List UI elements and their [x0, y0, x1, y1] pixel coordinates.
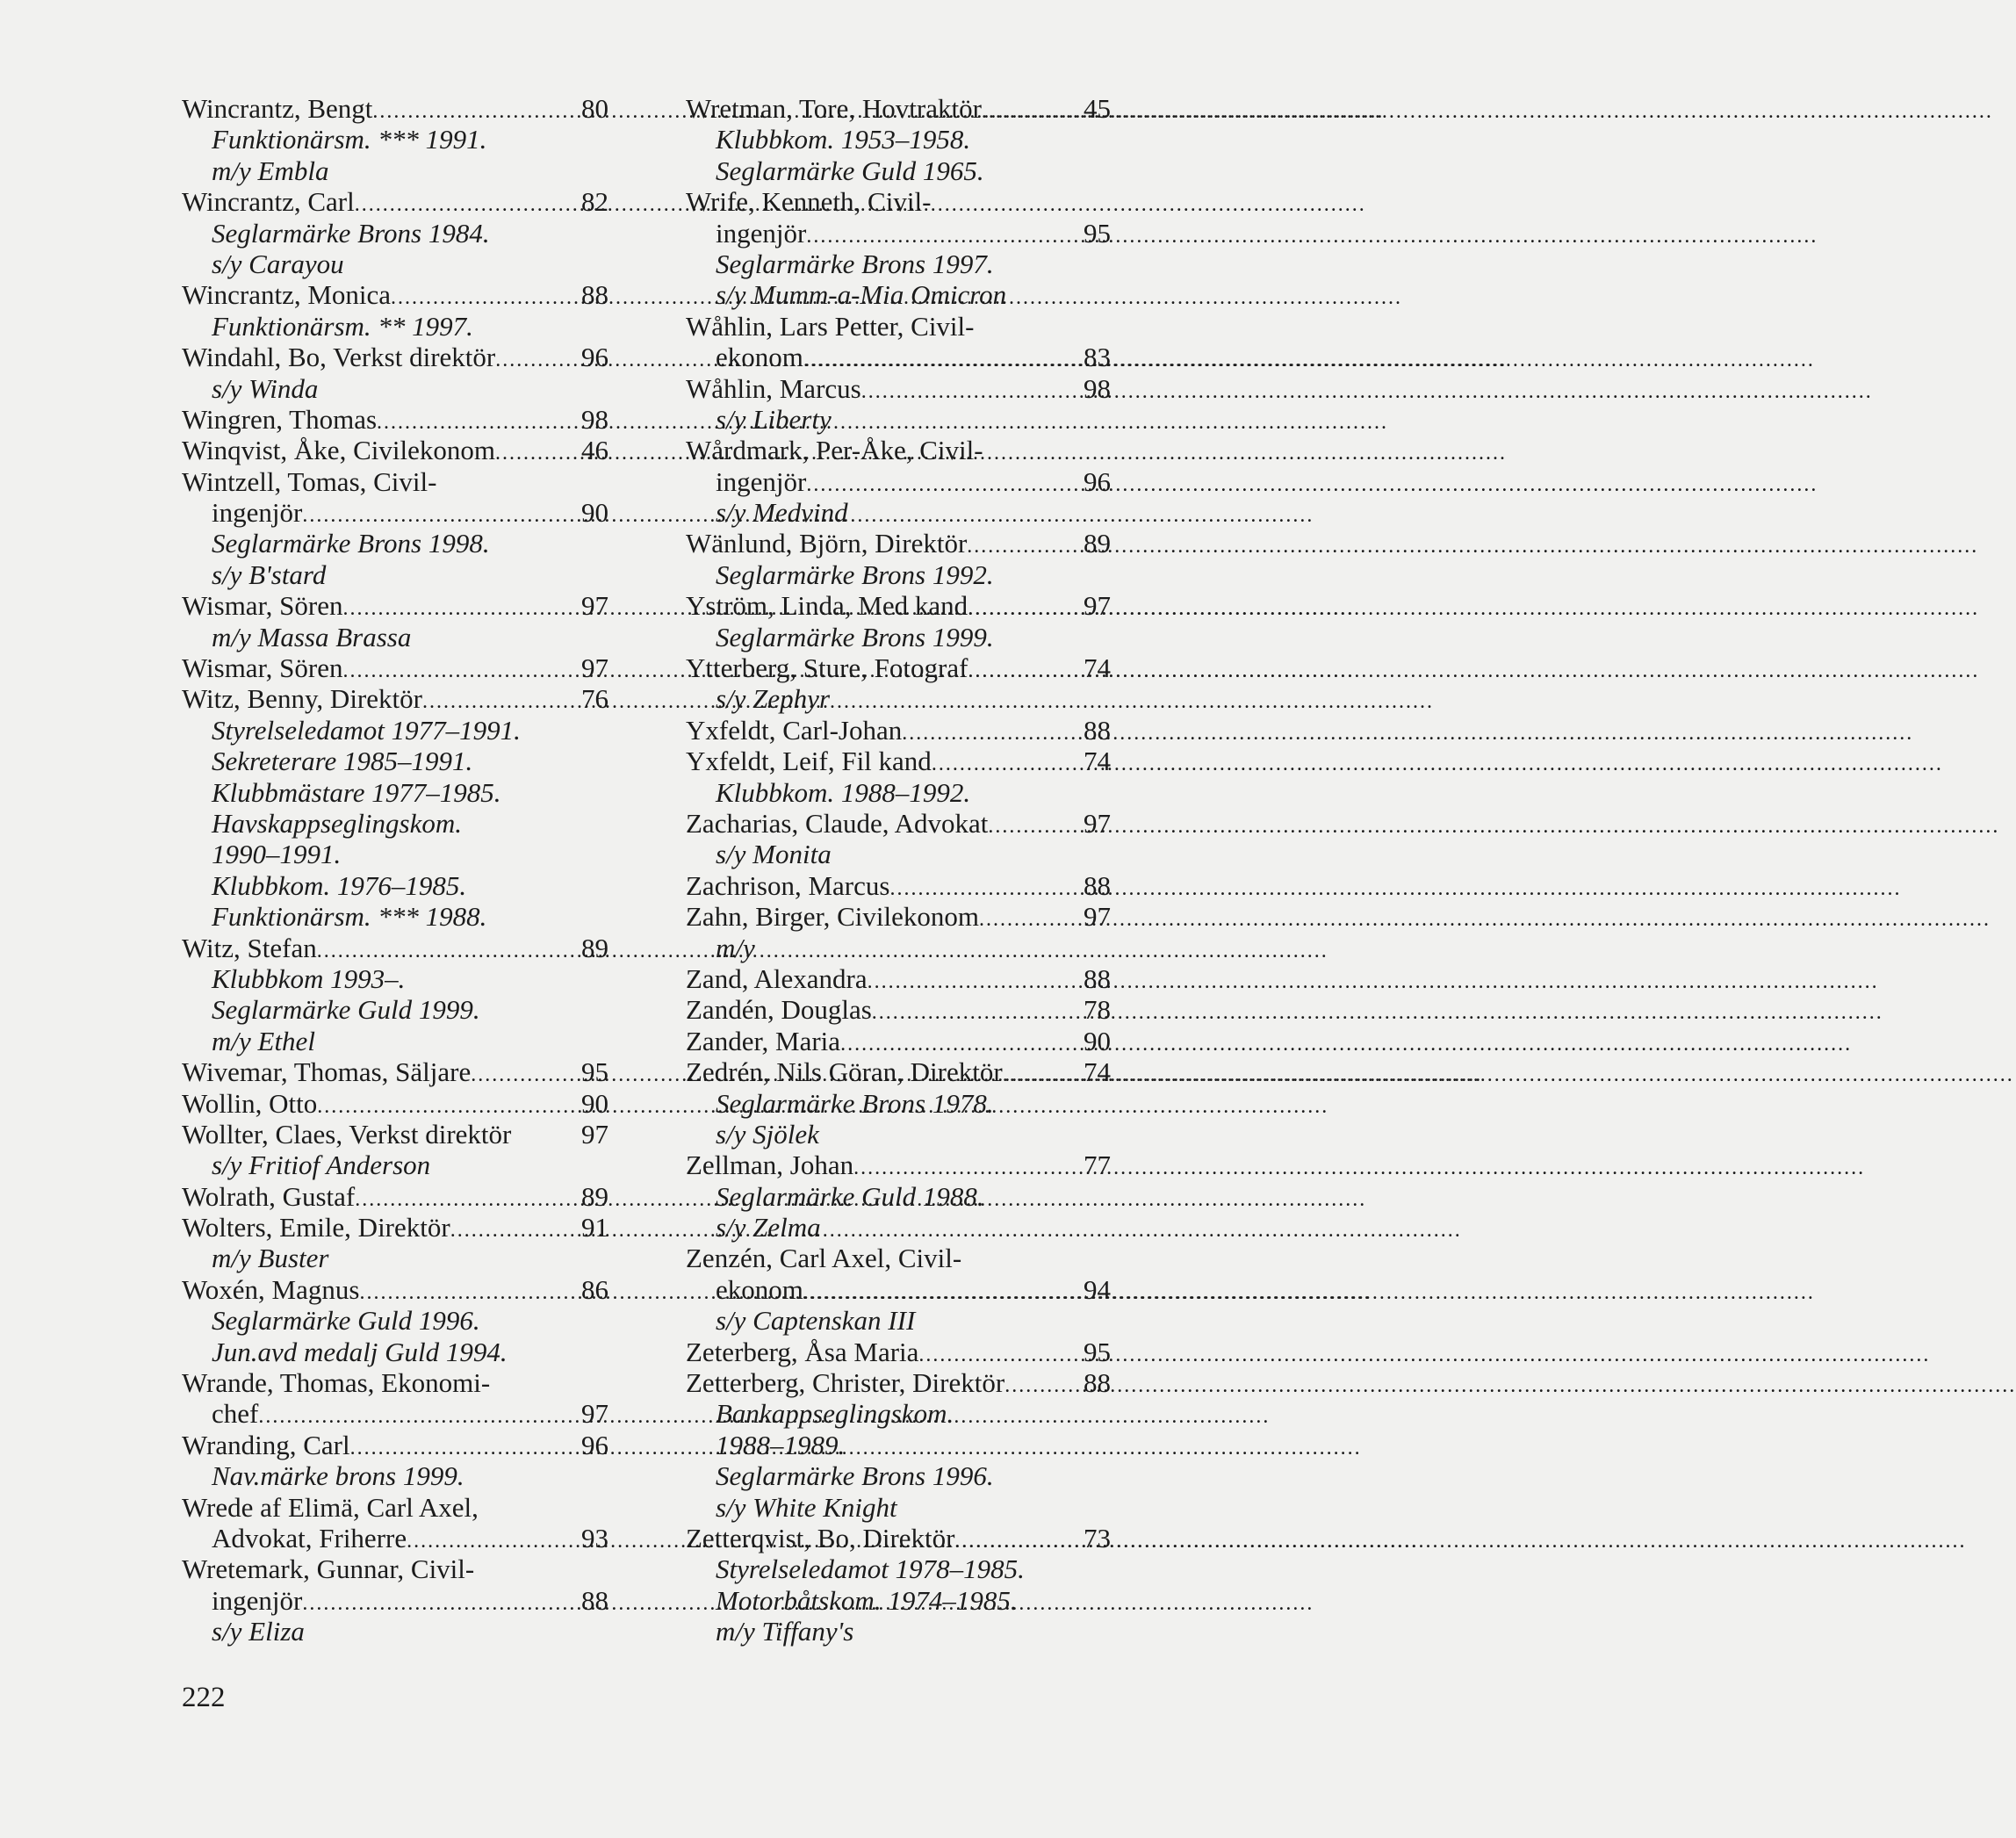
entry-name: Zander, Maria — [686, 1025, 841, 1056]
entry-note: s/y B'stard — [212, 559, 327, 590]
dot-leader — [317, 936, 558, 967]
entry-note: s/y Fritiof Anderson — [212, 1150, 431, 1181]
entry-name: chef — [212, 1398, 259, 1430]
dot-leader — [806, 470, 1060, 501]
dot-leader — [450, 1215, 558, 1246]
dot-leader — [955, 1526, 1061, 1557]
index-entry — [686, 1150, 1111, 1180]
entry-note: m/y Buster — [212, 1243, 329, 1274]
entry-name: Woxén, Magnus — [182, 1273, 360, 1305]
dot-leader — [968, 594, 1060, 624]
entry-note: m/y Embla — [212, 155, 329, 186]
index-entry — [686, 1026, 1111, 1056]
entry-name: Witz, Benny, Direktör — [182, 683, 422, 715]
dot-leader — [932, 749, 1060, 780]
entry-page-ref: 97 — [581, 652, 608, 684]
index-entry-start: Wåhlin, Lars Petter, Civil- — [686, 310, 975, 342]
index-entry-start: Wårdmark, Per-Åke, Civil- — [686, 435, 983, 466]
index-entry — [686, 1274, 1111, 1305]
entry-page-ref: 98 — [1084, 372, 1111, 404]
entry-name: Windahl, Bo, Verkst direktör — [182, 342, 496, 373]
entry-name: Yxfeldt, Leif, Fil kand — [686, 746, 932, 777]
dot-leader — [407, 1526, 558, 1557]
entry-note: 1990–1991. — [212, 839, 342, 870]
index-entry — [686, 1367, 1111, 1398]
dot-leader — [1003, 1060, 1060, 1091]
index-entry — [182, 435, 608, 465]
entry-note: Havskappseglingskom. — [212, 807, 462, 839]
index-entry — [686, 218, 1111, 249]
index-entry — [182, 186, 608, 217]
index-entry — [686, 715, 1111, 746]
dot-leader — [853, 1153, 1060, 1184]
index-entry — [686, 1056, 1111, 1087]
entry-note: Seglarmärke Guld 1996. — [212, 1305, 480, 1337]
entry-name: Wolters, Emile, Direktör — [182, 1212, 450, 1243]
index-entry — [182, 342, 608, 372]
dot-leader — [372, 97, 558, 127]
entry-note: Jun.avd medalj Guld 1994. — [212, 1336, 508, 1367]
entry-note: m/y Ethel — [212, 1025, 315, 1056]
entry-note: s/y Captenskan III — [716, 1305, 916, 1337]
entry-page-ref: 82 — [581, 186, 608, 218]
entry-note: s/y Zephyr — [716, 683, 831, 715]
entry-page-ref: 89 — [581, 1180, 608, 1212]
entry-name: Wincrantz, Bengt — [182, 93, 373, 124]
entry-name: ingenjör — [212, 1584, 303, 1616]
index-entry — [686, 342, 1111, 372]
entry-name: ingenjör — [212, 497, 303, 529]
dot-leader — [495, 345, 558, 376]
index-entry — [686, 746, 1111, 776]
entry-page-ref: 89 — [581, 932, 608, 963]
entry-page-ref: 74 — [1084, 1056, 1111, 1088]
entry-page-ref: 94 — [1084, 1273, 1111, 1305]
dot-leader — [342, 656, 558, 687]
index-entry — [182, 1056, 608, 1087]
entry-name: Zeterberg, Åsa Maria — [686, 1336, 919, 1367]
index-entry — [182, 1585, 608, 1616]
entry-name: Wincrantz, Monica — [182, 279, 392, 311]
entry-note: Seglarmärke Brons 1984. — [212, 217, 490, 249]
dot-leader — [968, 656, 1060, 687]
dot-leader — [902, 718, 1060, 749]
entry-note: Seglarmärke Brons 1998. — [212, 528, 490, 559]
index-entry — [182, 279, 608, 310]
entry-note: s/y Carayou — [212, 248, 344, 279]
entry-note: 1988–1989. — [716, 1429, 846, 1460]
entry-page-ref: 88 — [1084, 962, 1111, 994]
entry-page-ref: 88 — [1084, 1367, 1111, 1399]
dot-leader — [359, 1278, 558, 1308]
dot-leader — [355, 1185, 558, 1215]
index-entry-start: Zenzén, Carl Axel, Civil- — [686, 1243, 962, 1274]
entry-name: Wismar, Sören — [182, 652, 343, 684]
dot-leader — [471, 1060, 558, 1091]
entry-page-ref: 46 — [581, 435, 608, 466]
entry-name: Wretman, Tore, Hovtraktör — [686, 93, 982, 124]
entry-name: Zahn, Birger, Civilekonom — [686, 901, 979, 933]
entry-page-ref: 90 — [581, 497, 608, 529]
entry-name: Winqvist, Åke, Civilekonom — [182, 435, 495, 466]
index-entry — [182, 1088, 608, 1119]
index-entry — [182, 1523, 608, 1553]
entry-note: Seglarmärke Brons 1992. — [716, 559, 994, 590]
entry-note: Klubbkom. 1976–1985. — [212, 869, 467, 901]
index-entry — [182, 1181, 608, 1212]
index-entry — [182, 1398, 608, 1429]
entry-page-ref: 96 — [1084, 465, 1111, 497]
dot-leader — [918, 1340, 1060, 1371]
entry-note: m/y Tiffany's — [716, 1616, 854, 1647]
entry-note: Funktionärsm. *** 1991. — [212, 124, 487, 155]
entry-page-ref: 89 — [1084, 528, 1111, 559]
entry-page-ref: 88 — [1084, 869, 1111, 901]
entry-note: Seglarmärke Guld 1999. — [212, 994, 480, 1026]
dot-leader — [342, 594, 558, 624]
entry-note: s/y Monita — [716, 839, 832, 870]
entry-name: Zetterqvist, Bo, Direktör — [686, 1522, 955, 1553]
entry-page-ref: 97 — [1084, 807, 1111, 839]
entry-name: Wivemar, Thomas, Säljare — [182, 1056, 472, 1088]
entry-note: s/y Medvind — [716, 497, 848, 529]
entry-note: Seglarmärke Guld 1965. — [716, 155, 984, 186]
index-entry — [182, 1430, 608, 1460]
entry-page-ref: 74 — [1084, 746, 1111, 777]
entry-note: s/y Mumm-a-Mia Omicron — [716, 279, 1007, 311]
entry-name: Wolrath, Gustaf — [182, 1180, 356, 1212]
entry-note: Seglarmärke Brons 1999. — [716, 621, 994, 652]
dot-leader — [422, 687, 558, 717]
entry-name: Zellman, Johan — [686, 1150, 854, 1181]
entry-name: Wänlund, Björn, Direktör — [686, 528, 968, 559]
dot-leader — [350, 1433, 558, 1464]
index-entry — [686, 652, 1111, 683]
entry-name: ingenjör — [716, 465, 807, 497]
entry-page-ref: 97 — [581, 1118, 608, 1150]
entry-page-ref: 97 — [1084, 590, 1111, 622]
entry-name: Wollin, Otto — [182, 1087, 318, 1119]
entry-note: Klubbkom 1993–. — [212, 962, 406, 994]
index-entry-start: Wintzell, Tomas, Civil- — [182, 465, 437, 497]
dot-leader — [302, 1589, 558, 1619]
entry-name: Wollter, Claes, Verkst direktör — [182, 1118, 512, 1150]
entry-page-ref: 73 — [1084, 1522, 1111, 1553]
entry-page-ref: 93 — [581, 1522, 608, 1553]
entry-name: Zacharias, Claude, Advokat — [686, 807, 989, 839]
index-entry — [686, 870, 1111, 901]
entry-name: Ytterberg, Sture, Fotograf — [686, 652, 968, 684]
entry-note: s/y Zelma — [716, 1212, 821, 1243]
entry-note: Sekreterare 1985–1991. — [212, 746, 473, 777]
entry-page-ref: 95 — [1084, 217, 1111, 249]
entry-page-ref: 45 — [1084, 93, 1111, 124]
entry-page-ref: 91 — [581, 1212, 608, 1243]
index-entry — [182, 590, 608, 621]
entry-note: m/y — [716, 932, 755, 963]
left-index-column — [182, 93, 608, 1647]
dot-leader — [868, 967, 1060, 998]
index-entry — [182, 1274, 608, 1305]
index-entry-start: Wretemark, Gunnar, Civil- — [182, 1553, 475, 1585]
entry-note: s/y Sjölek — [716, 1118, 819, 1150]
dot-leader — [806, 221, 1060, 252]
entry-page-ref: 88 — [581, 279, 608, 311]
dot-leader — [258, 1402, 558, 1432]
entry-page-ref: 97 — [1084, 901, 1111, 933]
entry-name: Zand, Alexandra — [686, 962, 868, 994]
dot-leader — [495, 438, 558, 469]
entry-name: ingenjör — [716, 217, 807, 249]
entry-page-ref: 98 — [581, 403, 608, 435]
entry-name: Advokat, Friherre — [212, 1522, 407, 1553]
dot-leader — [317, 1092, 558, 1122]
index-entry — [686, 808, 1111, 839]
entry-note: Klubbmästare 1977–1985. — [212, 776, 501, 808]
entry-note: Seglarmärke Guld 1988. — [716, 1180, 984, 1212]
index-entry-start: Wrife, Kenneth, Civil- — [686, 186, 932, 218]
entry-note: Motorbåtskom. 1974–1985. — [716, 1584, 1018, 1616]
index-entry — [686, 1523, 1111, 1553]
entry-name: Wranding, Carl — [182, 1429, 350, 1460]
index-entry — [686, 1337, 1111, 1367]
entry-note: Funktionärsm. *** 1988. — [212, 901, 487, 933]
entry-note: Seglarmärke Brons 1996. — [716, 1460, 994, 1492]
entry-page-ref: 88 — [581, 1584, 608, 1616]
entry-page-ref: 95 — [581, 1056, 608, 1088]
entry-note: Klubbkom. 1953–1958. — [716, 124, 971, 155]
dot-leader — [391, 283, 558, 314]
index-entry — [686, 994, 1111, 1025]
index-entry — [182, 1212, 608, 1243]
entry-note: Bankappseglingskom. — [716, 1398, 954, 1430]
dot-leader — [982, 97, 1060, 127]
entry-name: ekonom — [716, 342, 803, 373]
entry-page-ref: 78 — [1084, 994, 1111, 1026]
entry-name: Yström, Linda, Med kand — [686, 590, 968, 622]
entry-note: Seglarmärke Brons 1997. — [716, 248, 994, 279]
index-entry — [182, 93, 608, 124]
entry-page-ref: 96 — [581, 342, 608, 373]
entry-page-ref: 96 — [581, 1429, 608, 1460]
entry-page-ref: 97 — [581, 590, 608, 622]
dot-leader — [355, 190, 558, 220]
entry-note: s/y Winda — [212, 372, 319, 404]
index-entry — [182, 497, 608, 528]
entry-page-ref: 95 — [1084, 1336, 1111, 1367]
right-index-column — [686, 93, 1111, 1647]
entry-name: Wincrantz, Carl — [182, 186, 355, 218]
dot-leader — [988, 811, 1060, 842]
entry-name: Yxfeldt, Carl-Johan — [686, 714, 903, 746]
dot-leader — [803, 1278, 1060, 1308]
index-entry — [686, 373, 1111, 404]
page-number: 222 — [182, 1682, 226, 1713]
index-entry — [686, 590, 1111, 621]
index-entry — [182, 933, 608, 963]
entry-note: Seglarmärke Brons 1978. — [716, 1087, 994, 1119]
dot-leader — [803, 345, 1060, 376]
index-entry-start: Wrande, Thomas, Ekonomi- — [182, 1367, 491, 1399]
entry-note: Styrelseledamot 1977–1991. — [212, 714, 521, 746]
entry-name: Zetterberg, Christer, Direktör — [686, 1367, 1005, 1399]
index-entry — [182, 683, 608, 714]
dot-leader — [840, 1029, 1060, 1060]
index-entry — [182, 1119, 608, 1150]
entry-note: Funktionärsm. ** 1997. — [212, 310, 473, 342]
index-entry — [686, 93, 1111, 124]
entry-page-ref: 88 — [1084, 714, 1111, 746]
dot-leader — [377, 407, 558, 438]
index-entry — [686, 963, 1111, 994]
entry-note: m/y Massa Brassa — [212, 621, 412, 652]
dot-leader — [979, 905, 1060, 935]
entry-name: ekonom — [716, 1273, 803, 1305]
entry-note: Klubbkom. 1988–1992. — [716, 776, 971, 808]
entry-page-ref: 86 — [581, 1273, 608, 1305]
entry-page-ref: 97 — [581, 1398, 608, 1430]
index-entry — [182, 652, 608, 683]
entry-name: Witz, Stefan — [182, 932, 317, 963]
entry-note: s/y White Knight — [716, 1491, 897, 1523]
entry-page-ref: 77 — [1084, 1150, 1111, 1181]
index-entry — [182, 404, 608, 435]
dot-leader — [861, 377, 1060, 407]
dot-leader — [1004, 1371, 1060, 1402]
entry-page-ref: 90 — [581, 1087, 608, 1119]
entry-page-ref: 90 — [1084, 1025, 1111, 1056]
entry-name: Wåhlin, Marcus — [686, 372, 861, 404]
index-entry — [686, 528, 1111, 559]
dot-leader — [872, 998, 1060, 1028]
entry-note: Nav.märke brons 1999. — [212, 1460, 464, 1492]
entry-page-ref: 76 — [581, 683, 608, 715]
entry-name: Wismar, Sören — [182, 590, 343, 622]
entry-page-ref: 80 — [581, 93, 608, 124]
entry-note: Styrelseledamot 1978–1985. — [716, 1553, 1025, 1585]
dot-leader — [889, 874, 1060, 905]
entry-name: Wingren, Thomas — [182, 403, 378, 435]
entry-name: Zandén, Douglas — [686, 994, 872, 1026]
index-entry-start: Wrede af Elimä, Carl Axel, — [182, 1491, 479, 1523]
entry-name: Zedrén, Nils Göran, Direktör — [686, 1056, 1003, 1088]
index-entry — [686, 466, 1111, 497]
dot-leader — [967, 531, 1060, 562]
entry-name: Zachrison, Marcus — [686, 869, 890, 901]
entry-note: s/y Liberty — [716, 403, 832, 435]
entry-note: s/y Eliza — [212, 1616, 305, 1647]
index-entry — [686, 901, 1111, 932]
dot-leader — [302, 501, 558, 531]
entry-page-ref: 83 — [1084, 342, 1111, 373]
entry-page-ref: 74 — [1084, 652, 1111, 684]
